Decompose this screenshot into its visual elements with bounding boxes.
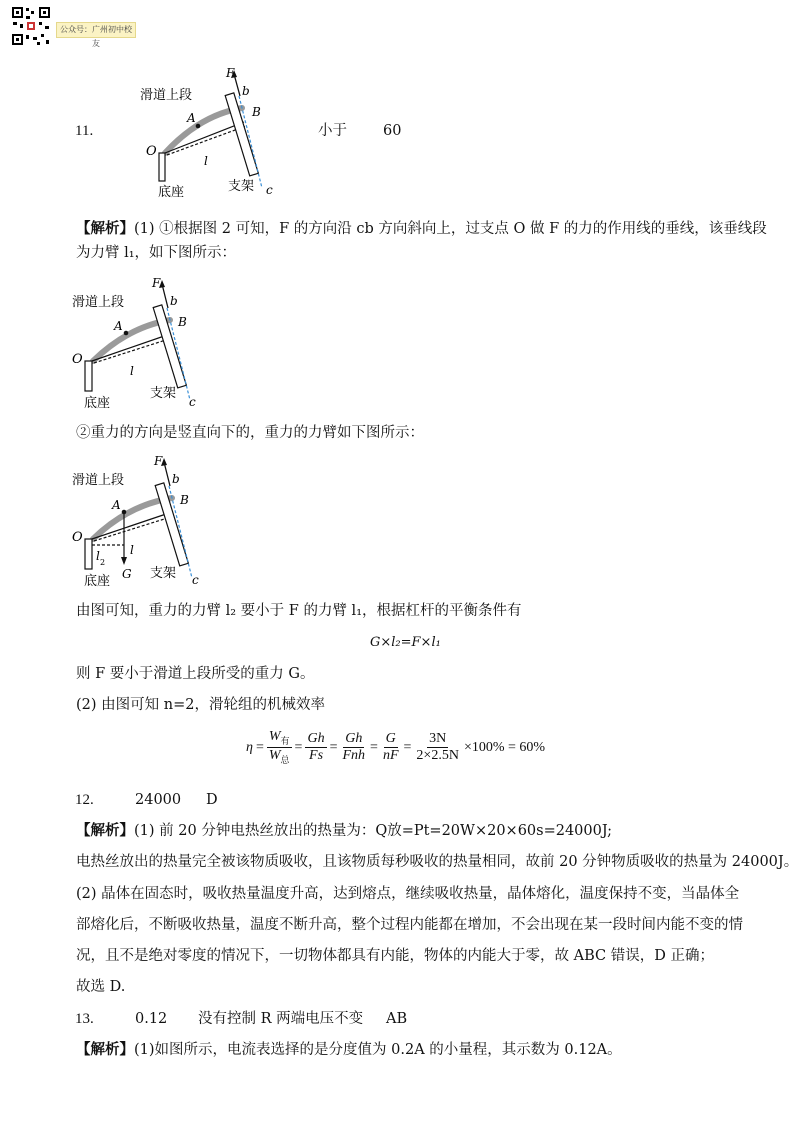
svg-text:2: 2 bbox=[100, 558, 106, 567]
svg-text:支架: 支架 bbox=[150, 386, 177, 401]
label-c: c bbox=[266, 183, 273, 197]
q11-analysis-line1: 【解析】(1) ①根据图 2 可知，F 的方向沿 cb 方向斜向上，过支点 O 做 F 的力的作用线的垂线，该垂线段 bbox=[76, 220, 767, 237]
q13-analysis-line1: 【解析】(1)如图所示，电流表选择的是分度值为 0.2A 的小量程，其示数为 0.12A。 bbox=[76, 1041, 622, 1058]
q12-analysis-line4: 部熔化后，不断吸收热量，温度不断升高，整个过程内能都在增加，不会出现在某一段时间内能不变的情 bbox=[76, 917, 743, 933]
svg-text:b: b bbox=[172, 472, 180, 486]
answer-2: 没有控制 R 两端电压不变 bbox=[198, 1011, 364, 1027]
answer-3: AB bbox=[386, 1011, 408, 1027]
svg-text:底座: 底座 bbox=[84, 574, 111, 589]
q12-analysis-line5: 况，且不是绝对零度的情况下，一切物体都具有内能，物体的内能大于零，故 ABC 错误，D 正确； bbox=[76, 948, 714, 964]
q12-analysis-line1: 【解析】(1) 前 20 分钟电热丝放出的热量为：Q放=Pt=20W×20×60s=24000J; bbox=[76, 822, 612, 839]
svg-text:b: b bbox=[170, 294, 178, 308]
q11-analysis-line5: 则 F 要小于滑道上段所受的重力 G。 bbox=[76, 666, 315, 682]
label-slide: 滑道上段 bbox=[140, 88, 193, 103]
svg-text:l: l bbox=[130, 543, 134, 557]
base-block bbox=[159, 153, 165, 181]
svg-text:B: B bbox=[180, 493, 189, 507]
svg-text:O: O bbox=[72, 530, 83, 545]
header-badge: 公众号：广州初中校友 bbox=[56, 22, 136, 38]
label-F: F bbox=[226, 66, 235, 80]
q11-analysis-line4: 由图可知，重力的力臂 l₂ 要小于 F 的力臂 l₁，根据杠杆的平衡条件有 bbox=[76, 603, 522, 619]
slide-figure-1 bbox=[140, 60, 290, 200]
svg-text:F: F bbox=[152, 276, 161, 290]
svg-text:B: B bbox=[178, 315, 187, 329]
svg-text:A: A bbox=[114, 319, 123, 333]
label-b: b bbox=[242, 84, 250, 98]
label-support: 支架 bbox=[228, 179, 255, 194]
answer-2: D bbox=[206, 792, 218, 808]
svg-text:l: l bbox=[130, 364, 134, 378]
question-number: 12. bbox=[75, 792, 94, 808]
slide-figure-2 bbox=[68, 272, 218, 412]
svg-text:F: F bbox=[154, 454, 163, 468]
answer-2: 60 bbox=[383, 123, 402, 139]
label-B: B bbox=[252, 105, 261, 119]
q12-analysis-line6: 故选 D. bbox=[76, 979, 126, 995]
svg-text:G: G bbox=[122, 567, 132, 581]
answer-1: 24000 bbox=[135, 792, 182, 808]
svg-text:c: c bbox=[189, 395, 196, 409]
svg-text:底座: 底座 bbox=[84, 396, 111, 411]
q11-analysis-line6: (2) 由图可知 n=2，滑轮组的机械效率 bbox=[76, 697, 325, 713]
label-l: l bbox=[204, 154, 208, 168]
svg-text:滑道上段: 滑道上段 bbox=[72, 473, 125, 488]
svg-text:c: c bbox=[192, 573, 199, 587]
answer-1: 0.12 bbox=[135, 1011, 168, 1027]
q12-analysis-line3: (2) 晶体在固态时，吸收热量温度升高，达到熔点，继续吸收热量，晶体熔化，温度保持不变，当晶体全 bbox=[76, 886, 740, 902]
efficiency-formula: η = $\frac{W_有}{W_总}$ = $\frac{Gh}{Fs}$ = $\frac{Gh}{\text{Fnh}}$ = $\frac{G}{nF}$ = $\frac{3N}{2\times 2.5N}$ ×100% = 60% bbox=[246, 729, 546, 766]
question-number: 11. bbox=[75, 123, 94, 139]
label-A: A bbox=[187, 111, 196, 125]
balance-equation: G×l₂=F×l₁ bbox=[370, 635, 441, 650]
qr-code-icon bbox=[11, 6, 51, 46]
svg-text:O: O bbox=[72, 352, 83, 367]
answer-1: 小于 bbox=[318, 123, 347, 139]
label-O: O bbox=[146, 144, 157, 159]
svg-text:滑道上段: 滑道上段 bbox=[72, 295, 125, 310]
q11-analysis-line2: 为力臂 l₁，如下图所示： bbox=[76, 245, 237, 261]
svg-text:A: A bbox=[112, 498, 121, 512]
svg-text:l: l bbox=[96, 549, 100, 563]
q12-analysis-line2: 电热丝放出的热量完全被该物质吸收，且该物质每秒吸收的热量相同，故前 20 分钟物质吸收的热量为 24000J。 bbox=[76, 854, 799, 870]
label-base: 底座 bbox=[158, 185, 185, 200]
q11-analysis-line3: ②重力的方向是竖直向下的，重力的力臂如下图所示： bbox=[76, 425, 424, 441]
svg-text:支架: 支架 bbox=[150, 566, 177, 581]
question-number: 13. bbox=[75, 1011, 94, 1027]
slide-figure-3 bbox=[68, 450, 218, 590]
